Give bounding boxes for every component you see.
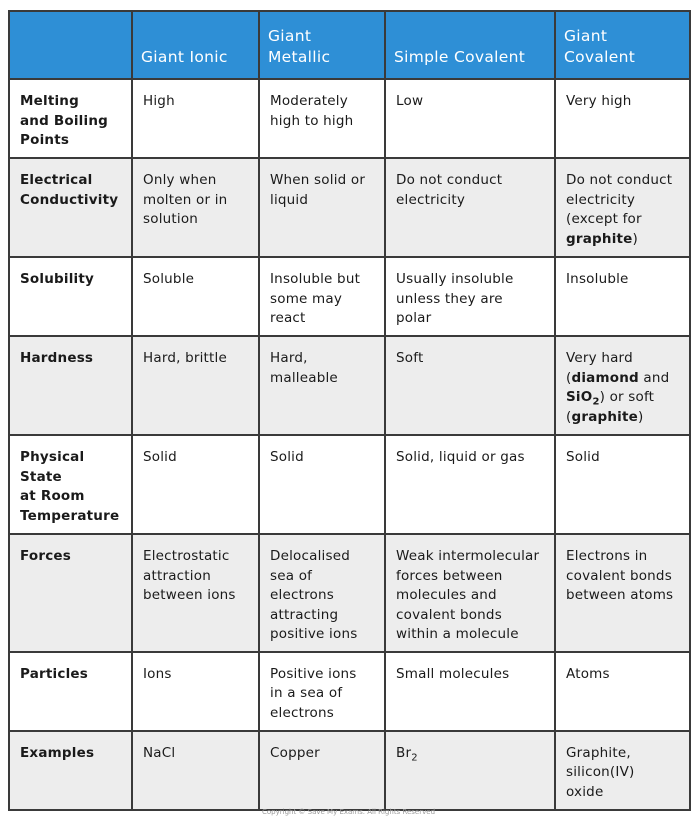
row-label-examples: Examples [9, 731, 132, 810]
cell-giant-covalent: Insoluble [555, 257, 690, 336]
cell-simple-covalent: Soft [385, 336, 555, 435]
text-part: ) or soft ( [566, 389, 655, 425]
cell-ionic: Hard, brittle [132, 336, 259, 435]
bold-term-sio2 [566, 389, 600, 408]
cell-simple-covalent: Small molecules [385, 652, 555, 731]
cell-ionic: Solid [132, 435, 259, 534]
table-row [9, 158, 690, 257]
formula-base: SiO [566, 389, 593, 405]
text-part: Very hard ( [566, 350, 633, 386]
table-row [9, 257, 690, 336]
copyright-notice: Copyright © Save My Exams. All Rights Reserved [261, 808, 436, 816]
table-row [9, 534, 690, 652]
formula-base: Br [396, 744, 412, 761]
table-row [9, 79, 690, 158]
cell-ionic: Only when molten or in solution [132, 158, 259, 257]
cell-metallic: Positive ions in a sea of electrons [259, 652, 385, 731]
bonding-structures-table [8, 10, 691, 811]
table-row [9, 435, 690, 534]
formula-subscript: 2 [592, 396, 600, 408]
row-label-forces: Forces [9, 534, 132, 652]
header-giant-metallic: Giant Metallic [259, 11, 385, 79]
row-label-particles: Particles [9, 652, 132, 731]
cell-simple-covalent: Low [385, 79, 555, 158]
cell-ionic: NaCl [132, 731, 259, 810]
cell-metallic: When solid or liquid [259, 158, 385, 257]
bold-term-graphite: graphite [566, 230, 633, 247]
cell-simple-covalent [385, 731, 555, 810]
cell-metallic: Delocalised sea of electrons attracting positive ions [259, 534, 385, 652]
cell-giant-covalent: Graphite, silicon(IV) oxide [555, 731, 690, 810]
cell-metallic: Solid [259, 435, 385, 534]
cell-ionic: Ions [132, 652, 259, 731]
cell-metallic: Copper [259, 731, 385, 810]
header-blank-cell [9, 11, 132, 79]
cell-metallic: Moderately high to high [259, 79, 385, 158]
cell-ionic: Soluble [132, 257, 259, 336]
cell-simple-covalent: Usually insoluble unless they are polar [385, 257, 555, 336]
cell-metallic: Insoluble but some may react [259, 257, 385, 336]
text-part: and [643, 369, 670, 386]
cell-simple-covalent: Solid, liquid or gas [385, 435, 555, 534]
bold-term-diamond: diamond [571, 369, 639, 386]
cell-ionic: High [132, 79, 259, 158]
cell-giant-covalent: Atoms [555, 652, 690, 731]
cell-metallic: Hard, malleable [259, 336, 385, 435]
text-part: Do not conduct electricity (except for [566, 172, 673, 227]
row-label-electrical-conductivity: Electrical Conductivity [9, 158, 132, 257]
row-label-hardness: Hardness [9, 336, 132, 435]
text-part: ) [632, 230, 639, 247]
cell-simple-covalent: Weak intermolecular forces between molecules and covalent bonds within a molecule [385, 534, 555, 652]
header-giant-covalent: Giant Covalent [555, 11, 690, 79]
row-label-melting-boiling: Melting and Boiling Points [9, 79, 132, 158]
text-part: ) [638, 408, 644, 425]
header-simple-covalent: Simple Covalent [385, 11, 555, 79]
cell-giant-covalent [555, 158, 690, 257]
formula-subscript: 2 [411, 752, 418, 764]
table-row [9, 336, 690, 435]
cell-ionic: Electrostatic attraction between ions [132, 534, 259, 652]
table-row [9, 731, 690, 810]
row-label-physical-state: Physical State at Room Temperature [9, 435, 132, 534]
header-giant-ionic: Giant Ionic [132, 11, 259, 79]
cell-simple-covalent: Do not conduct electricity [385, 158, 555, 257]
cell-giant-covalent: Solid [555, 435, 690, 534]
comparison-table-container [8, 10, 689, 811]
header-row [9, 11, 690, 79]
cell-giant-covalent [555, 336, 690, 435]
row-label-solubility: Solubility [9, 257, 132, 336]
bold-term-graphite: graphite [571, 408, 639, 425]
cell-giant-covalent: Very high [555, 79, 690, 158]
cell-giant-covalent: Electrons in covalent bonds between atoms [555, 534, 690, 652]
table-row [9, 652, 690, 731]
